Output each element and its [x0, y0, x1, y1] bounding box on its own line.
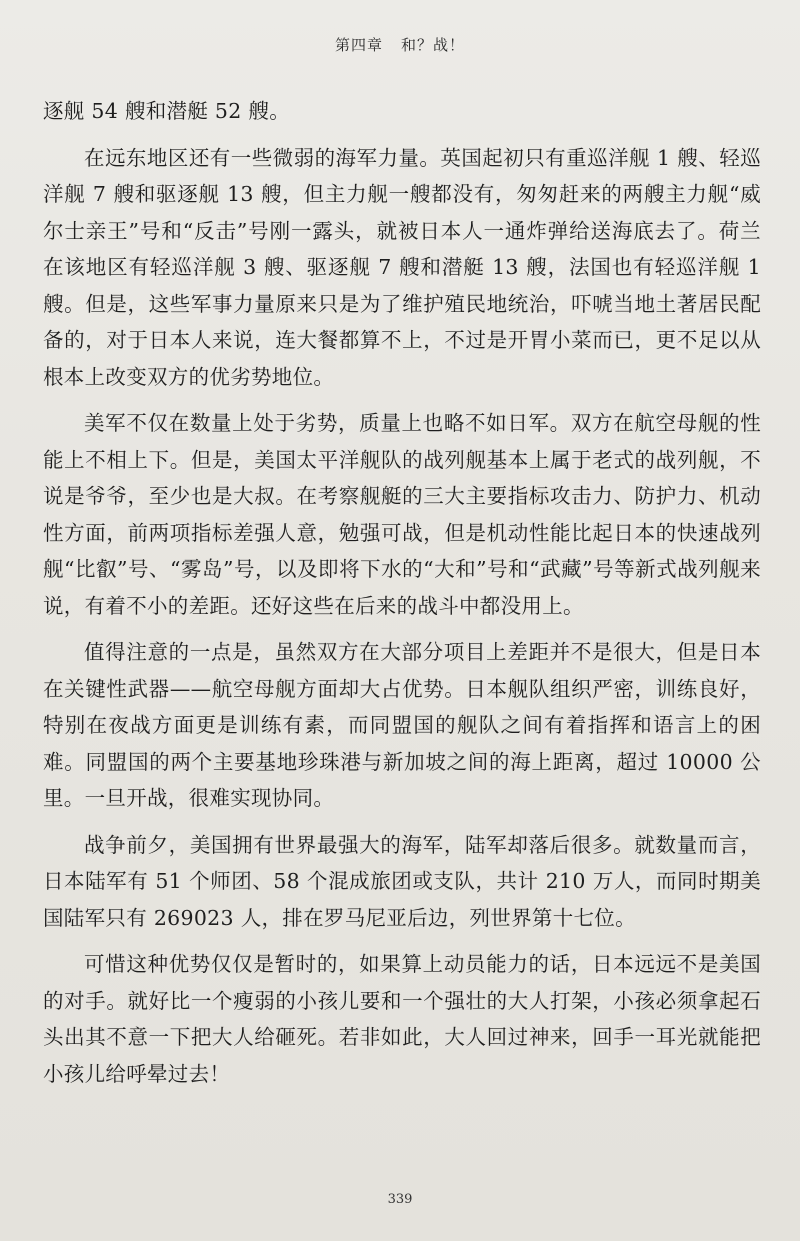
chapter-title: 和？战！ — [401, 36, 466, 54]
paragraph: 在远东地区还有一些微弱的海军力量。英国起初只有重巡洋舰 1 艘、轻巡洋舰 7 艘和驱逐舰 13 艘，但主力舰一艘都没有，匆匆赶来的两艘主力舰“威尔士亲王”号和“反击”号刚一露头，就被日本人一通炸弹给送海底去了。荷兰在该地区有轻巡洋舰 3 艘、驱逐舰 7 艘和潜艇 13 艘，法国也有轻巡洋舰 1 艘。但是，这些军事力量原来只是为了维护殖民地统治，吓唬当地土著居民配备的，对于日本人来说，连大餐都算不上，不过是开胃小菜而已，更不足以从根本上改变双方的优劣势地位。 — [43, 145, 761, 389]
page-body — [43, 93, 761, 1102]
paragraph: 战争前夕，美国拥有世界最强大的海军，陆军却落后很多。就数量而言，日本陆军有 51 个师团、58 个混成旅团或支队，共计 210 万人，而同时期美国陆军只有 269023 人，排在罗马尼亚后边，列世界第十七位。 — [43, 832, 761, 930]
paragraph: 美军不仅在数量上处于劣势，质量上也略不如日军。双方在航空母舰的性能上不相上下。但是，美国太平洋舰队的战列舰基本上属于老式的战列舰，不说是爷爷，至少也是大叔。在考察舰艇的三大主要指标攻击力、防护力、机动性方面，前两项指标差强人意，勉强可战，但是机动性能比起日本的快速战列舰“比叡”号、“雾岛”号，以及即将下水的“大和”号和“武藏”号等新式战列舰来说，有着不小的差距。还好这些在后来的战斗中都没用上。 — [43, 411, 761, 618]
running-header — [0, 34, 800, 55]
chapter-number: 第四章 — [334, 36, 383, 54]
page-number: 339 — [387, 1192, 413, 1207]
paragraph-continued: 逐舰 54 艘和潜艇 52 艘。 — [43, 99, 291, 123]
paragraph: 可惜这种优势仅仅是暂时的，如果算上动员能力的话，日本远远不是美国的对手。就好比一个瘦弱的小孩儿要和一个强壮的大人打架，小孩必须拿起石头出其不意一下把大人给砸死。若非如此，大人回过神来，回手一耳光就能把小孩儿给呼晕过去！ — [43, 952, 761, 1086]
paragraph: 值得注意的一点是，虽然双方在大部分项目上差距并不是很大，但是日本在关键性武器——航空母舰方面却大占优势。日本舰队组织严密，训练良好，特别在夜战方面更是训练有素，而同盟国的舰队之间有着指挥和语言上的困难。同盟国的两个主要基地珍珠港与新加坡之间的海上距离，超过 10000 公里。一旦开战，很难实现协同。 — [43, 640, 761, 810]
